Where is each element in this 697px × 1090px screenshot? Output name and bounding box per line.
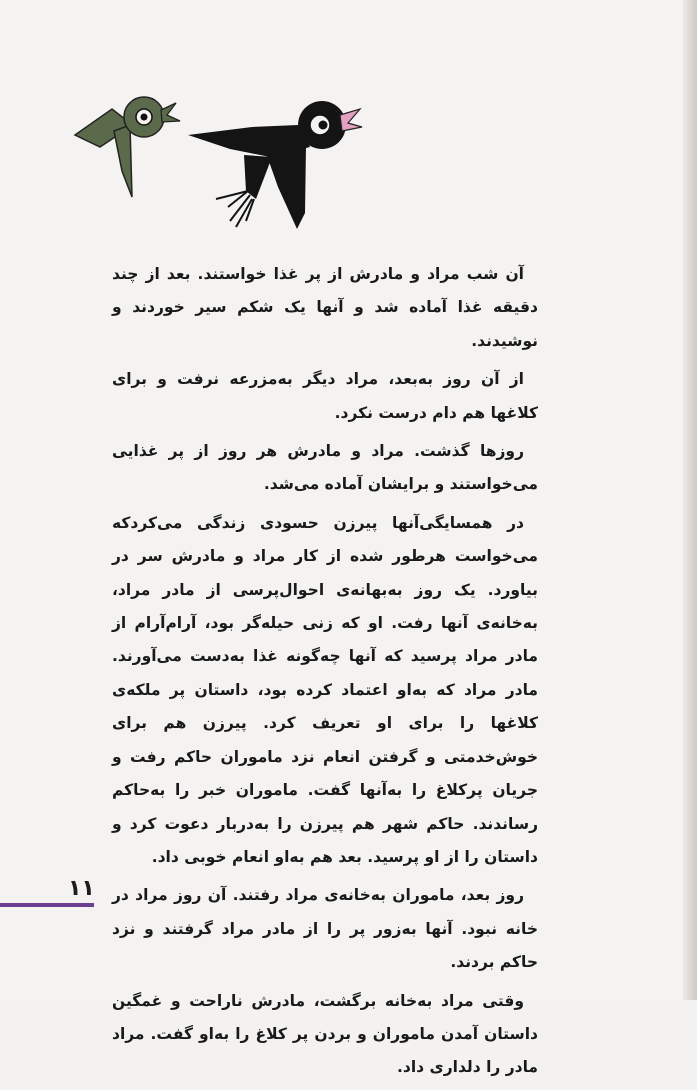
small-bird: [75, 97, 180, 197]
story-paragraph: از آن روز به‌بعد، مراد دیگر به‌مزرعه نرفت و برای کلاغها هم دام درست نکرد.: [112, 370, 538, 422]
story-text: [112, 258, 538, 1090]
story-paragraph: در همسایگی‌آنها پیرزن حسودی زندگی می‌کردکه می‌خواست هرطور شده از کار مراد و مادرش سر در بیاورد. یک روز به‌بهانه‌ی احوال‌پرسی از مادر مراد، به‌خانه‌ی آنها رفت. او که زنی حیله‌گر بود، آرام‌آرام از مادر مراد پرسید که آنها چه‌گونه غذا به‌دست می‌آورند. مادر مراد که به‌او اعتماد کرده بود، داستان پر ملکه‌ی کلاغها را برای او تعریف کرد. پیرزن هم برای خوش‌خدمتی و گرفتن انعام نزد ماموران حاکم رفت و جریان پرکلاغ را به‌آنها گفت. ماموران خبر را به‌حاکم رساندند. حاکم شهر هم پیرزن را به‌دربار دعوت کرد و داستان را از او پرسید. بعد هم به‌او انعام خوبی داد.: [112, 513, 538, 866]
story-paragraph: وقتی مراد به‌خانه برگشت، مادرش ناراحت و غمگین داستان آمدن ماموران و بردن پر کلاغ را به‌او گفت. مراد مادر را دلداری داد.: [112, 991, 538, 1077]
birds-illustration: [70, 95, 370, 235]
large-bird: [188, 101, 362, 229]
page-number: ۱۱: [68, 876, 95, 901]
story-paragraph: آن شب مراد و مادرش از پر غذا خواستند. بعد از چند دقیقه غذا آماده شد و آنها یک شکم سیر خوردند و نوشیدند.: [112, 265, 538, 350]
story-paragraph: روز بعد، ماموران به‌خانه‌ی مراد رفتند. آن روز مراد در خانه نبود. آنها به‌زور پر را از مادر مراد گرفتند و نزد حاکم بردند.: [112, 886, 538, 972]
book-spine-edge: [683, 0, 697, 1000]
page-number-underline: [0, 903, 94, 907]
story-paragraph: روزها گذشت. مراد و مادرش هر روز از پر غذایی می‌خواستند و برایشان آماده می‌شد.: [112, 442, 538, 494]
